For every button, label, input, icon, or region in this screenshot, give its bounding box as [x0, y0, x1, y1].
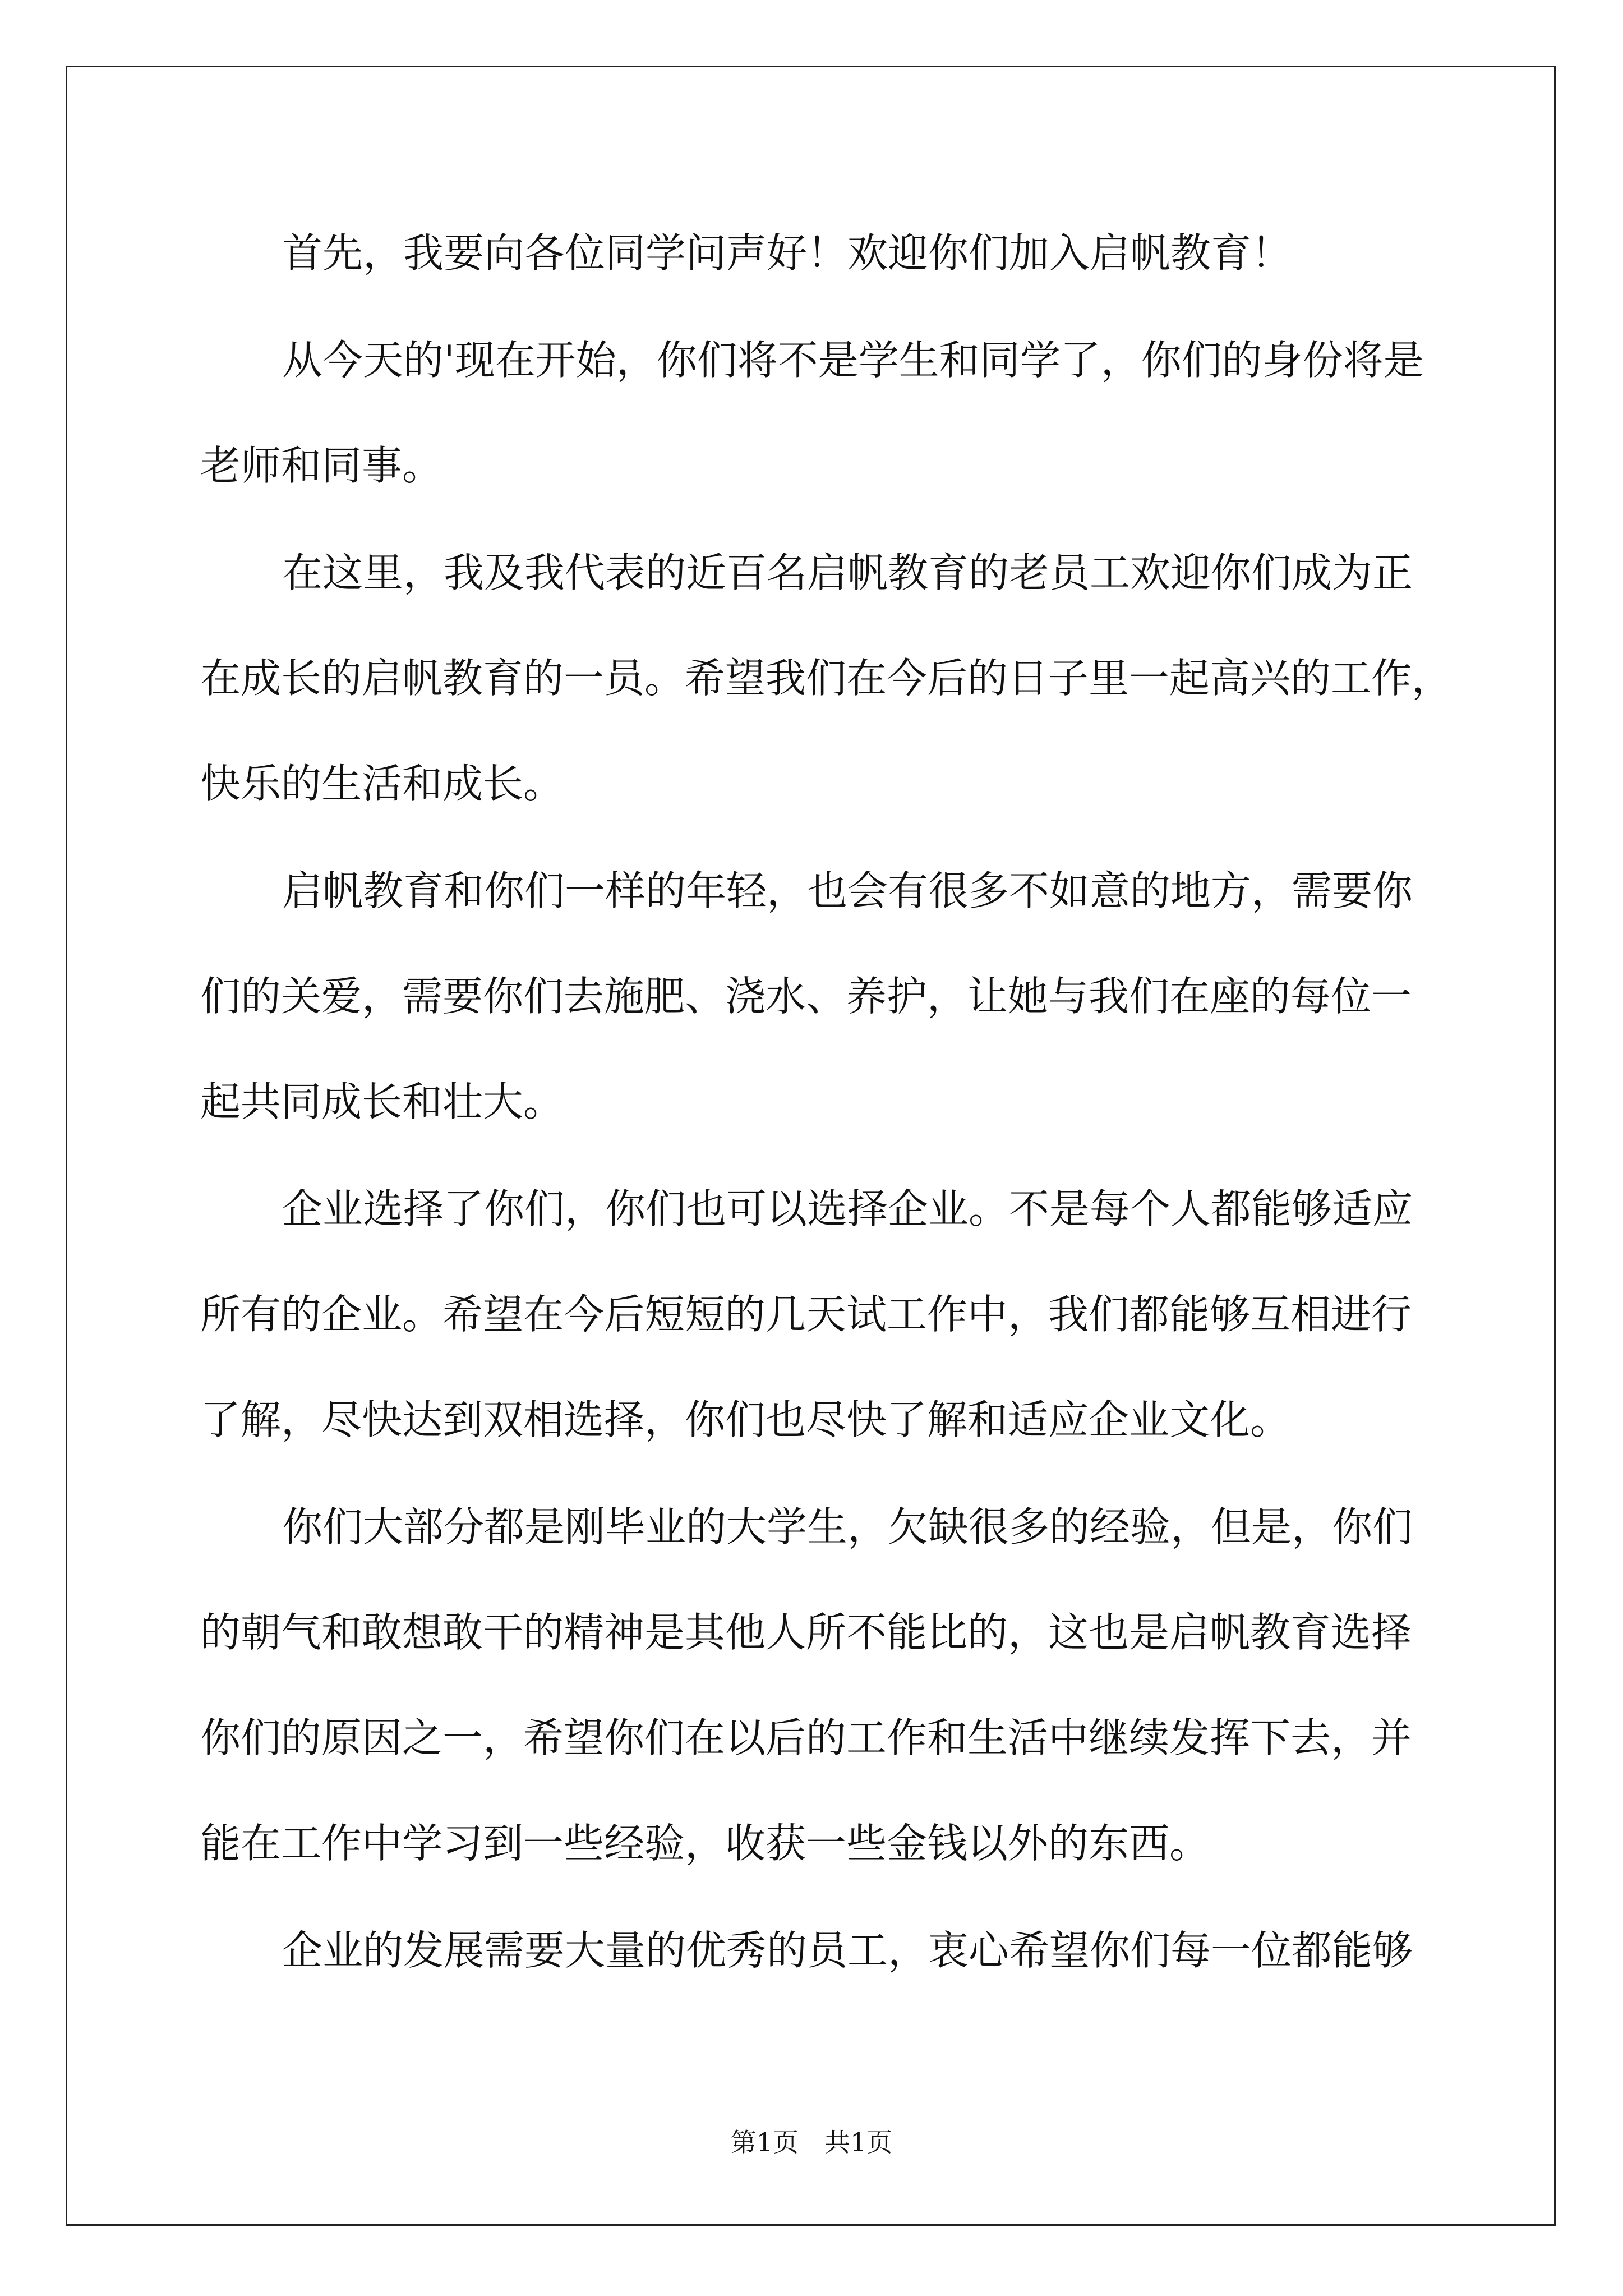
- text-line: 企业选择了你们，你们也可以选择企业。不是每个人都能够适应: [282, 1185, 1413, 1232]
- body-text: [200, 200, 1507, 2003]
- text-line: 在这里，我及我代表的近百名启帆教育的老员工欢迎你们成为正: [282, 549, 1413, 596]
- text-line: 所有的企业。希望在今后短短的几天试工作中，我们都能够互相进行: [200, 1291, 1412, 1338]
- text-line: 快乐的生活和成长。: [200, 760, 564, 807]
- text-line: 了解，尽快达到双相选择，你们也尽快了解和适应企业文化。: [200, 1396, 1291, 1443]
- text-line: 的朝气和敢想敢干的精神是其他人所不能比的，这也是启帆教育选择: [200, 1609, 1412, 1656]
- paragraph: [200, 520, 1507, 836]
- text-line: 在成长的启帆教育的一员。希望我们在今后的日子里一起高兴的工作，: [200, 655, 1453, 702]
- paragraph: [200, 200, 1507, 306]
- text-line: 你们大部分都是刚毕业的大学生，欠缺很多的经验，但是，你们: [282, 1503, 1413, 1550]
- paragraph: [200, 1156, 1507, 1473]
- text-line: 能在工作中学习到一些经验，收获一些金钱以外的东西。: [200, 1820, 1210, 1867]
- paragraph: [200, 307, 1507, 518]
- paragraph: [200, 1898, 1507, 2003]
- text-line: 老师和同事。: [200, 442, 443, 489]
- text-line: 启帆教育和你们一样的年轻，也会有很多不如意的地方，需要你: [282, 867, 1413, 914]
- text-line: 首先，我要向各位同学问声好！欢迎你们加入启帆教育！: [282, 229, 1292, 277]
- text-line: 们的关爱，需要你们去施肥、浇水、养护，让她与我们在座的每位一: [200, 973, 1412, 1020]
- text-line: 企业的发展需要大量的优秀的员工，衷心希望你们每一位都能够: [282, 1927, 1413, 1974]
- page-footer: 第1页 共1页: [730, 2127, 893, 2157]
- text-line: 你们的原因之一，希望你们在以后的工作和生活中继续发挥下去，并: [200, 1714, 1412, 1761]
- paragraph: [200, 1474, 1507, 1896]
- text-line: 从今天的'现在开始，你们将不是学生和同学了，你们的身份将是: [282, 337, 1424, 384]
- text-line: 起共同成长和壮大。: [200, 1078, 564, 1125]
- paragraph: [200, 838, 1507, 1154]
